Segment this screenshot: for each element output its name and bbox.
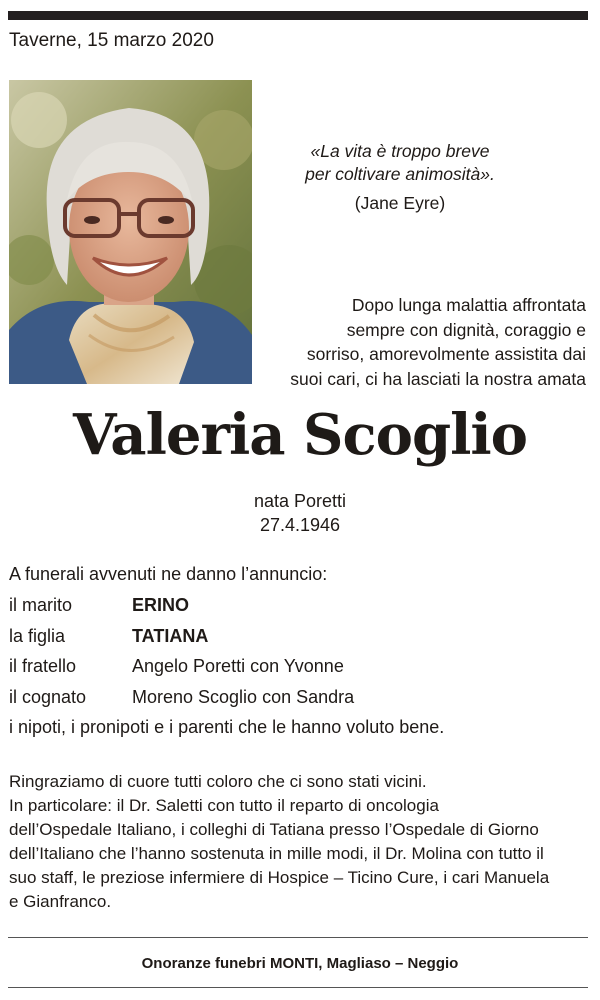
family-name: TATIANA <box>132 626 209 646</box>
family-name: Moreno Scoglio con Sandra <box>132 687 355 707</box>
top-rule <box>8 11 588 20</box>
intro-line: Dopo lunga malattia affrontata <box>351 295 586 315</box>
intro-line: suoi cari, ci ha lasciati la nostra amata <box>290 368 586 389</box>
footer-rule-bottom <box>8 987 588 988</box>
quote-line: per coltivare animosità». <box>305 164 495 184</box>
quote <box>300 140 500 186</box>
family-name: Angelo Poretti con Yvonne <box>132 656 344 676</box>
family-relation: il marito <box>9 595 73 615</box>
family-name: ERINO <box>132 595 190 615</box>
thanks-line: suo staff, le preziose infermiere di Hospice – Ticino Cure, i cari Manuela <box>9 868 550 887</box>
thanks-line: In particolare: il Dr. Saletti con tutto il reparto di oncologia <box>9 796 439 815</box>
thanks-line: dell’Italiano che l’hanno sostenuta in mille modi, il Dr. Molina con tutto il <box>9 844 544 863</box>
footer-rule-top <box>8 937 588 938</box>
family-relation: il cognato <box>9 687 87 707</box>
family-relation: il fratello <box>9 656 77 676</box>
thanks-paragraph <box>9 770 594 914</box>
announcement: A funerali avvenuti ne danno l’annuncio: <box>9 564 328 584</box>
family-tail: i nipoti, i pronipoti e i parenti che le hanno voluto bene. <box>9 717 445 737</box>
thanks-line: Ringraziamo di cuore tutti coloro che ci sono stati vicini. <box>9 772 427 791</box>
thanks-line: e Gianfranco. <box>9 892 112 911</box>
deceased-name: Valeria Scoglio <box>73 402 527 468</box>
portrait-photo <box>9 80 252 384</box>
thanks-line: dell’Ospedale Italiano, i colleghi di Tatiana presso l’Ospedale di Giorno <box>9 820 539 839</box>
birth-name: nata Poretti <box>253 491 347 511</box>
funeral-home: Onoranze funebri MONTI, Magliaso – Neggio <box>141 955 459 972</box>
family-relation: la figlia <box>9 626 66 646</box>
quote-line: «La vita è troppo breve <box>310 141 490 161</box>
birth-date: 27.4.1946 <box>259 515 341 535</box>
intro-paragraph <box>290 293 586 391</box>
intro-line: sempre con dignità, coraggio e <box>346 319 586 340</box>
place-date: Taverne, 15 marzo 2020 <box>9 30 214 51</box>
quote-author: (Jane Eyre) <box>354 193 446 213</box>
intro-line: sorriso, amorevolmente assistita dai <box>306 344 586 364</box>
